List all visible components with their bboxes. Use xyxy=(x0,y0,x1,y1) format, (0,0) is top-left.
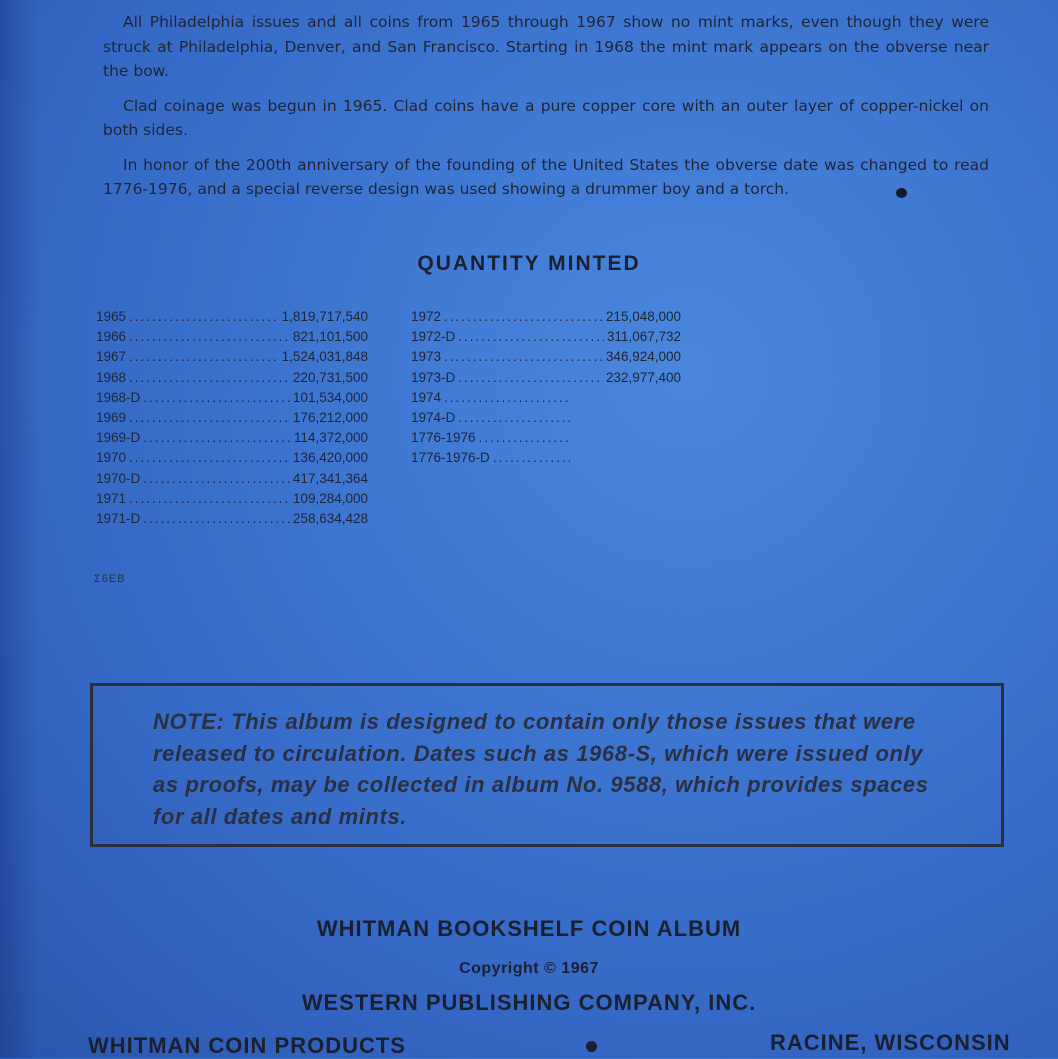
mintage-row xyxy=(96,408,368,428)
leader-dots xyxy=(458,327,604,347)
mintage-quantity: 232,977,400 xyxy=(605,369,681,385)
mintage-row xyxy=(411,448,573,468)
mintage-row xyxy=(96,489,368,509)
mintage-year: 1971 xyxy=(96,490,127,506)
mintage-quantity: 136,420,000 xyxy=(292,450,368,466)
leader-dots xyxy=(143,428,291,448)
leader-dots xyxy=(444,388,570,408)
intro-paragraph-bicentennial: In honor of the 200th anniversary of the founding of the United States the obverse date was changed to read 1776-1976, and a special reverse design was used showing a drummer boy and a torch. xyxy=(103,155,989,198)
mintage-quantity: 176,212,000 xyxy=(292,410,368,426)
mintage-row xyxy=(411,307,681,327)
mintage-year: 1971-D xyxy=(96,511,141,527)
catalog-code: Σ6ΕΒ xyxy=(94,573,126,585)
mintage-quantity: 101,534,000 xyxy=(292,389,368,405)
leader-dots xyxy=(129,489,290,509)
copyright-line: Copyright © 1967 xyxy=(459,960,599,977)
mintage-year: 1969 xyxy=(96,410,127,426)
mintage-year: 1969-D xyxy=(96,430,141,446)
mintage-row xyxy=(96,448,368,468)
mintage-quantity: 109,284,000 xyxy=(292,490,368,506)
mintage-row xyxy=(96,327,368,347)
leader-dots xyxy=(143,388,290,408)
mintage-year: 1972 xyxy=(411,309,442,324)
leader-dots xyxy=(458,408,570,428)
mintage-quantity: 1,524,031,848 xyxy=(281,349,368,365)
mintage-row xyxy=(96,388,368,408)
quantity-minted-title: QUANTITY MINTED xyxy=(417,252,641,275)
mintage-column-right xyxy=(411,307,681,469)
mintage-quantity: 215,048,000 xyxy=(605,309,681,324)
mintage-row xyxy=(411,327,681,347)
mintage-row xyxy=(411,368,681,388)
mintage-row xyxy=(411,347,681,367)
leader-dots xyxy=(129,408,290,428)
mintage-quantity: 821,101,500 xyxy=(292,329,368,345)
note-text: NOTE: This album is designed to contain only those issues that were released to circulation. Dates such as 1968-S, which were issued only as proofs, may be collected in album No. 9588, which provides spaces for all dates and mints. xyxy=(153,709,929,829)
leader-dots xyxy=(129,368,290,388)
mintage-row xyxy=(96,469,368,489)
bullet-separator xyxy=(586,1041,597,1052)
mintage-quantity: 311,067,732 xyxy=(606,329,681,345)
leader-dots xyxy=(129,448,290,468)
mintage-row xyxy=(96,428,368,448)
mintage-year: 1970 xyxy=(96,450,127,466)
mintage-row xyxy=(411,408,573,428)
mintage-year: 1974 xyxy=(411,389,442,405)
album-title: WHITMAN BOOKSHELF COIN ALBUM xyxy=(316,916,742,941)
publisher-location: RACINE, WISCONSIN xyxy=(770,1030,1011,1055)
leader-dots xyxy=(129,347,279,367)
ink-spot xyxy=(896,188,907,198)
mintage-row xyxy=(96,368,368,388)
leader-dots xyxy=(129,327,290,347)
mintage-year: 1970-D xyxy=(96,470,141,486)
mintage-column-left xyxy=(96,307,368,529)
intro-text xyxy=(103,10,989,212)
mintage-quantity: 220,731,500 xyxy=(292,369,368,385)
leader-dots xyxy=(458,368,603,388)
intro-paragraph-mint-marks: All Philadelphia issues and all coins from 1965 through 1967 show no mint marks, even though they were struck at Philadelphia, Denver, and San Francisco. Starting in 1968 the mint mark appears on the obverse near the bow. xyxy=(103,13,989,80)
mintage-row xyxy=(411,428,573,448)
mintage-year: 1973 xyxy=(411,349,442,365)
mintage-year: 1965 xyxy=(96,309,127,324)
mintage-quantity: 1,819,717,540 xyxy=(281,309,368,324)
page-shadow-edge xyxy=(0,0,40,1058)
note-box xyxy=(90,683,1004,847)
leader-dots xyxy=(444,347,603,367)
leader-dots xyxy=(143,469,290,489)
mintage-year: 1972-D xyxy=(411,329,456,345)
mintage-row xyxy=(96,307,368,327)
mintage-year: 1776-1976 xyxy=(411,430,476,446)
mintage-year: 1968-D xyxy=(96,389,141,405)
mintage-year: 1968 xyxy=(96,369,127,385)
mintage-row xyxy=(96,509,368,529)
mintage-year: 1967 xyxy=(96,349,127,365)
mintage-row xyxy=(411,388,573,408)
leader-dots xyxy=(143,509,290,529)
mintage-row xyxy=(96,347,368,367)
mintage-quantity: 417,341,364 xyxy=(292,470,368,486)
mintage-year: 1974-D xyxy=(411,410,456,426)
publisher-name: WESTERN PUBLISHING COMPANY, INC. xyxy=(301,990,757,1015)
leader-dots xyxy=(479,428,570,448)
mintage-year: 1776-1976-D xyxy=(411,450,490,466)
intro-paragraph-clad: Clad coinage was begun in 1965. Clad coins have a pure copper core with an outer layer of copper-nickel on both sides. xyxy=(103,96,989,139)
mintage-quantity: 258,634,428 xyxy=(292,511,368,527)
mintage-year: 1973-D xyxy=(411,369,456,385)
mintage-quantity: 346,924,000 xyxy=(605,349,681,365)
leader-dots xyxy=(129,307,279,327)
mintage-quantity: 114,372,000 xyxy=(293,430,368,446)
mintage-year: 1966 xyxy=(96,329,127,345)
leader-dots xyxy=(444,307,603,327)
leader-dots xyxy=(493,448,570,468)
brand-name: WHITMAN COIN PRODUCTS xyxy=(88,1033,406,1058)
